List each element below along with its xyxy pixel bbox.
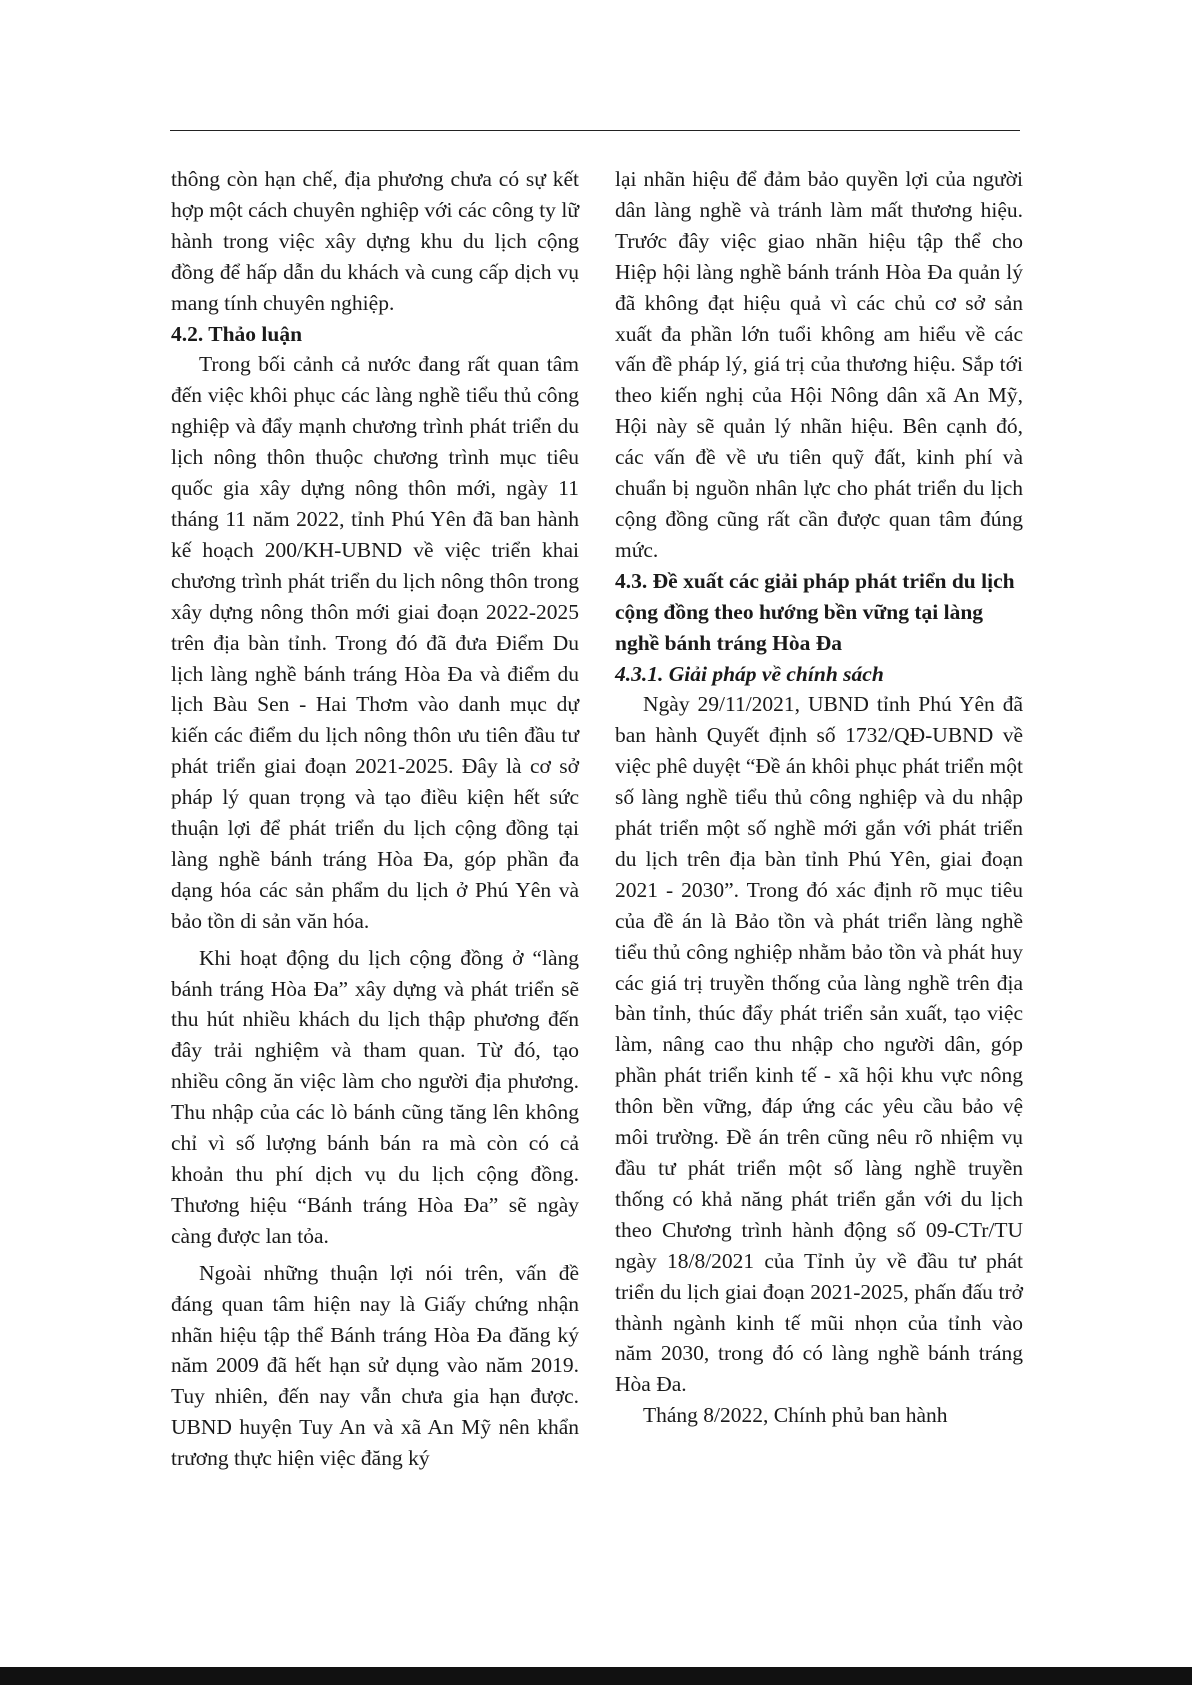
body-paragraph: Khi hoạt động du lịch cộng đồng ở “làng bánh tráng Hòa Đa” xây dựng và phát triển sẽ thu hút nhiều khách du lịch thập phương đến đây trải nghiệm và tham quan. Từ đó, tạo nhiều công ăn việc làm cho người địa phương. Thu nhập của các lò bánh cũng tăng lên không chỉ vì số lượng bánh bán ra mà còn có cả khoản thu phí dịch vụ du lịch cộng đồng. Thương hiệu “Bánh tráng Hòa Đa” sẽ ngày càng được lan tỏa. — [171, 945, 579, 1248]
body-paragraph: Tháng 8/2022, Chính phủ ban hành — [643, 1403, 948, 1428]
header-rule — [170, 130, 1020, 131]
left-column — [171, 164, 579, 1474]
body-paragraph: thông còn hạn chế, địa phương chưa có sự kết hợp một cách chuyên nghiệp với các công ty lữ hành trong việc xây dựng khu du lịch cộng đồng để hấp dẫn du khách và cung cấp dịch vụ mang tính chuyên nghiệp. — [171, 167, 579, 315]
body-paragraph: Ngoài những thuận lợi nói trên, vấn đề đáng quan tâm hiện nay là Giấy chứng nhận nhãn hiệu tập thể Bánh tráng Hòa Đa đăng ký năm 2009 đã hết hạn sử dụng vào năm 2019. Tuy nhiên, đến nay vẫn chưa gia hạn được. UBND huyện Tuy An và xã An Mỹ nên khẩn trương thực hiện việc đăng ký — [171, 1260, 579, 1471]
body-paragraph: Ngày 29/11/2021, UBND tỉnh Phú Yên đã ban hành Quyết định số 1732/QĐ-UBND về việc phê duyệt “Đề án khôi phục phát triển một số làng nghề tiểu thủ công nghiệp và du nhập phát triển một số nghề mới gắn với phát triển du lịch trên địa bàn tỉnh Phú Yên, giai đoạn 2021 - 2030”. Trong đó xác định rõ mục tiêu của đề án là Bảo tồn và phát triển làng nghề tiểu thủ công nghiệp nhằm bảo tồn và phát huy các giá trị truyền thống của làng nghề trên địa bàn tỉnh, thúc đẩy phát triển sản xuất, tạo việc làm, nâng cao thu nhập cho người dân, góp phần phát triển kinh tế - xã hội khu vực nông thôn bền vững, đáp ứng các yêu cầu bảo vệ môi trường. Đề án trên cũng nêu rõ nhiệm vụ đầu tư phát triển một số làng nghề truyền thống có khả năng phát triển gắn với du lịch theo Chương trình hành động số 09-CTr/TU ngày 18/8/2021 của Tỉnh ủy về đầu tư phát triển du lịch giai đoạn 2021-2025, phấn đấu trở thành ngành kinh tế mũi nhọn của tỉnh vào năm 2030, trong đó có làng nghề bánh tráng Hòa Đa. — [615, 692, 1023, 1397]
right-column — [615, 164, 1023, 1431]
subsection-heading: 4.3.1. Giải pháp về chính sách — [615, 661, 884, 686]
body-paragraph: Trong bối cảnh cả nước đang rất quan tâm đến việc khôi phục các làng nghề tiểu thủ công nghiệp và đẩy mạnh chương trình phát triển du lịch nông thôn thuộc chương trình mục tiêu quốc gia xây dựng nông thôn mới, ngày 11 tháng 11 năm 2022, tỉnh Phú Yên đã ban hành kế hoạch 200/KH-UBND về việc triển khai chương trình phát triển du lịch nông thôn trong xây dựng nông thôn mới giai đoạn 2022-2025 trên địa bàn tỉnh. Trong đó đã đưa Điểm Du lịch làng nghề bánh tráng Hòa Đa và điểm du lịch Bàu Sen - Hai Thơm vào danh mục dự kiến các điểm du lịch nông thôn ưu tiên đầu tư phát triển giai đoạn 2021-2025. Đây là cơ sở pháp lý quan trọng và tạo điều kiện hết sức thuận lợi để phát triển du lịch cộng đồng tại làng nghề bánh tráng Hòa Đa, góp phần đa dạng hóa các sản phẩm du lịch ở Phú Yên và bảo tồn di sản văn hóa. — [171, 352, 579, 933]
scan-bottom-edge — [0, 1667, 1192, 1685]
section-heading: 4.3. Đề xuất các giải pháp phát triển du lịch cộng đồng theo hướng bền vững tại làng nghề bánh tráng Hòa Đa — [615, 568, 1015, 655]
body-paragraph: lại nhãn hiệu để đảm bảo quyền lợi của người dân làng nghề và tránh làm mất thương hiệu. Trước đây việc giao nhãn hiệu tập thể cho Hiệp hội làng nghề bánh tránh Hòa Đa quản lý đã không đạt hiệu quả vì các chủ cơ sở sản xuất đa phần lớn tuổi không am hiểu về các vấn đề pháp lý, giá trị của thương hiệu. Sắp tới theo kiến nghị của Hội Nông dân xã An Mỹ, Hội này sẽ quản lý nhãn hiệu. Bên cạnh đó, các vấn đề về ưu tiên quỹ đất, kinh phí và chuẩn bị nguồn nhân lực cho phát triển du lịch cộng đồng cũng rất cần được quan tâm đúng mức. — [615, 167, 1023, 562]
section-heading: 4.2. Thảo luận — [171, 321, 303, 346]
